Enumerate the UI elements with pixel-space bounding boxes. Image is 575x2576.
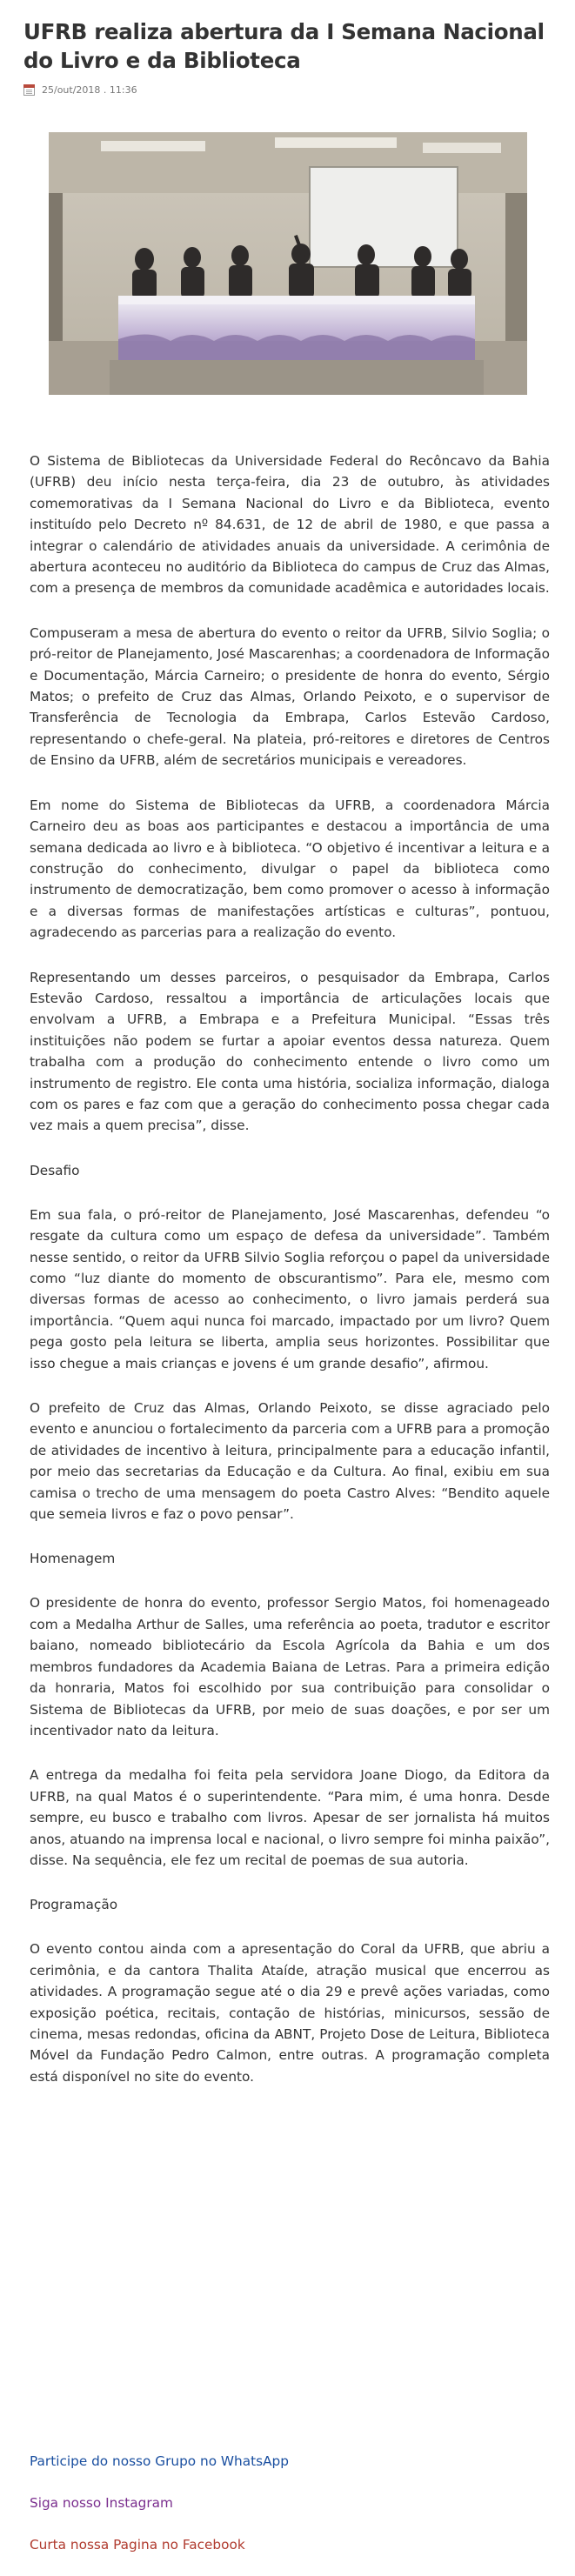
article-title: UFRB realiza abertura da I Semana Nacional do Livro e da Biblioteca <box>23 19 545 73</box>
whatsapp-group-link[interactable]: Participe do nosso Grupo no WhatsApp <box>30 2453 289 2469</box>
paragraph: Em sua fala, o pró-reitor de Planejamento, José Mascarenhas, defendeu “o resgate da cultura como um espaço de defesa da universidade”. Também nesse sentido, o reitor da UFRB Silvio Soglia reforçou o papel da universidade como “luz diante do momento de obscurantismo”. Para ele, mesmo com diversas formas de acesso ao conhecimento, o livro jamais perderá sua importância. “Quem aqui nunca foi marcado, impactado por um livro? Quem pega gosto pela leitura se liberta, amplia seus horizontes. Possibilitar que isso chegue a mais crianças e jovens é um grande desafio”, afirmou. <box>30 1206 550 1371</box>
paragraph: O prefeito de Cruz das Almas, Orlando Peixoto, se disse agraciado pelo evento e anunciou o fortalecimento da parceria com a UFRB para a promoção de atividades de incentivo à leitura, principalmente para a educação infantil, por meio das secretarias da Educação e da Cultura. Ao final, exibiu em sua camisa o trecho de uma mensagem do poeta Castro Alves: “Bendito aquele que semeia livros e faz o povo pensar”. <box>30 1400 550 1523</box>
paragraph: O evento contou ainda com a apresentação do Coral da UFRB, que abriu a cerimônia, e da cantora Thalita Ataíde, atração musical que encerrou as atividades. A programação segue até o dia 29 e prevê ações variadas, como exposição poética, recitais, contação de histórias, minicursos, sessão de cinema, mesas redondas, oficina da ABNT, Projeto Dose de Leitura, Biblioteca Móvel da Fundação Pedro Calmon, entre outras. A programação completa está disponível no site do evento. <box>30 1941 550 2085</box>
article-date: 25/out/2018 . 11:36 <box>42 83 137 96</box>
paragraph: Representando um desses parceiros, o pesquisador da Embrapa, Carlos Estevão Cardoso, ressaltou a importância de articulações locais que envolvam a UFRB, a Embrapa e a Prefeitura Municipal. “Essas três instituições não podem se furtar a apoiar eventos dessa natureza. Quem trabalha com a produção do conhecimento entende o livro como um instrumento de registro. Ele conta uma história, socializa informação, dialoga com os pares e faz com que a geração do conhecimento possa chegar cada vez mais a quem precisa”, disse. <box>30 969 550 1134</box>
paragraph: O presidente de honra do evento, professor Sergio Matos, foi homenageado com a Medalha Arthur de Salles, uma referência ao poeta, tradutor e escritor baiano, nomeado bibliotecário da Escola Agrícola da Bahia e um dos membros fundadores da Academia Baiana de Letras. Para a primeira edição da honraria, Matos foi escolhido por sua contribuição para consolidar o Sistema de Bibliotecas da UFRB, por meio de suas doações, e por ser um incentivador nato da leitura. <box>30 1595 550 1738</box>
event-photo-illustration <box>49 132 527 395</box>
instagram-link[interactable]: Siga nosso Instagram <box>30 2495 173 2511</box>
social-links <box>30 2451 289 2576</box>
paragraph: Compuseram a mesa de abertura do evento o reitor da UFRB, Silvio Soglia; o pró-reitor de Planejamento, José Mascarenhas; a coordenadora de Informação e Documentação, Márcia Carneiro; o presidente de honra do evento, Sérgio Matos; o prefeito de Cruz das Almas, Orlando Peixoto, e o supervisor de Transferência de Tecnologia da Embrapa, Carlos Estevão Cardoso, representando o chefe-geral. Na plateia, pró-reitores e diretores de Centros de Ensino da UFRB, além de secretários municipais e vereadores. <box>30 624 550 769</box>
facebook-link[interactable]: Curta nossa Pagina no Facebook <box>30 2537 245 2553</box>
paragraph: O Sistema de Bibliotecas da Universidade Federal do Recôncavo da Bahia (UFRB) deu início nesta terça-feira, dia 23 de outubro, às atividades comemorativas da I Semana Nacional do Livro e da Biblioteca, evento instituído pelo Decreto nº 84.631, de 12 de abril de 1980, e que passa a integrar o calendário de atividades anuais da universidade. A cerimônia de abertura aconteceu no auditório da Biblioteca do campus de Cruz das Almas, com a presença de membros da comunidade acadêmica e autoridades locais. <box>30 453 550 597</box>
calendar-icon <box>23 84 35 96</box>
article-body <box>30 450 550 2111</box>
article-meta <box>23 82 137 97</box>
event-photo <box>49 132 527 395</box>
paragraph: Em nome do Sistema de Bibliotecas da UFRB, a coordenadora Márcia Carneiro deu as boas aos participantes e destacou a importância de uma semana dedicada ao livro e à biblioteca. “O objetivo é incentivar a leitura e a construção do conhecimento, divulgar o papel da biblioteca como instrumento de democratização, bem como promover o acesso à informação e a diversas formas de manifestações artísticas e culturas”, pontuou, agradecendo as parcerias para a realização do evento. <box>30 797 550 941</box>
subtitle-homenagem: Homenagem <box>30 1551 116 1567</box>
subtitle-desafio: Desafio <box>30 1162 80 1178</box>
paragraph: A entrega da medalha foi feita pela servidora Joane Diogo, da Editora da UFRB, na qual Matos é o superintendente. “Para mim, é uma honra. Desde sempre, eu busco e trabalho com livros. Apesar de ser jornalista há muitos anos, atuando na imprensa local e nacional, o livro sempre foi minha paixão”, disse. Na sequência, ele fez um recital de poemas de sua autoria. <box>30 1767 550 1868</box>
subtitle-programacao: Programação <box>30 1897 118 1913</box>
